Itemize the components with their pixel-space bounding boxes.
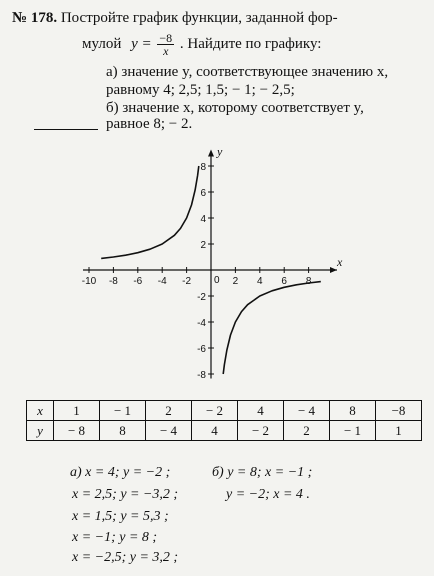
table-cell-x: − 2 <box>192 401 238 421</box>
origin-label: 0 <box>214 275 220 286</box>
formula-numerator: −8 <box>159 31 173 45</box>
y-tick-label: -4 <box>197 318 206 329</box>
part-b-line-2: равное 8; − 2. <box>106 116 193 132</box>
x-axis-label: x <box>337 255 343 269</box>
answer-b-2: y = −2; x = 4 . <box>226 487 310 502</box>
hyperbola-branch-1 <box>101 166 199 258</box>
formula-denominator: x <box>163 44 169 58</box>
part-a-line-1: а) значение y, соответствующее значению x, <box>106 64 389 80</box>
answer-a-2: x = 2,5; y = −3,2 ; <box>72 487 179 502</box>
y-tick-label: -6 <box>197 344 206 355</box>
y-tick-label: 6 <box>200 188 206 199</box>
x-tick-label: 6 <box>281 276 287 287</box>
table-cell-x: −8 <box>376 401 422 421</box>
table-cell-x: 4 <box>238 401 284 421</box>
answer-a-4: x = −1; y = 8 ; <box>72 530 158 545</box>
y-tick-label: 4 <box>200 214 206 225</box>
table-cell-y: − 1 <box>330 421 376 441</box>
x-tick-label: -10 <box>81 276 97 287</box>
y-axis-arrow <box>208 150 214 157</box>
x-axis-arrow <box>330 267 337 273</box>
answer-a-1: а) x = 4; y = −2 ; <box>70 465 171 480</box>
table-cell-x: 8 <box>330 401 376 421</box>
x-tick-label: 2 <box>232 276 239 287</box>
x-tick-label: 8 <box>305 276 312 287</box>
part-b-line-1: б) значение x, которому соответствует y, <box>106 100 364 116</box>
table-cell-x: 1 <box>54 401 100 421</box>
table-row-x <box>27 401 422 421</box>
table-cell-y: 4 <box>192 421 238 441</box>
problem-text-2-suffix: . Найдите по графику: <box>179 35 322 52</box>
answer-a-5: x = −2,5; y = 3,2 ; <box>72 550 179 565</box>
y-tick-label: -8 <box>197 370 206 381</box>
table-cell-x: − 1 <box>100 401 146 421</box>
table-cell-y: − 4 <box>146 421 192 441</box>
x-tick-label: -8 <box>108 276 118 287</box>
values-table <box>26 400 422 441</box>
ticks <box>82 162 312 381</box>
y-tick-label: -2 <box>197 292 206 303</box>
formula-lhs: y = <box>131 35 152 52</box>
y-tick-label: 2 <box>200 240 206 251</box>
axes <box>83 145 343 379</box>
table-cell-y: 1 <box>376 421 422 441</box>
table-row-y <box>27 421 422 441</box>
x-tick-label: -4 <box>157 276 167 287</box>
problem-text-2-prefix: мулой <box>82 35 122 52</box>
table-cell-y: 8 <box>100 421 146 441</box>
answer-b-1: б) y = 8; x = −1 ; <box>212 465 313 480</box>
table-cell-y: 2 <box>284 421 330 441</box>
x-tick-label: -6 <box>133 276 143 287</box>
problem-text-1: Постройте график функции, заданной фор- <box>60 10 338 26</box>
table-cell-y: − 2 <box>238 421 284 441</box>
hyperbola-branch-2 <box>223 282 321 374</box>
y-tick-label: 8 <box>200 162 206 173</box>
row-label-y: y <box>27 421 54 441</box>
row-label-x: x <box>27 401 54 421</box>
answer-a-3: x = 1,5; y = 5,3 ; <box>72 509 169 524</box>
part-a-line-2: равному 4; 2,5; 1,5; − 1; − 2,5; <box>106 82 295 98</box>
x-tick-label: 4 <box>257 276 263 287</box>
x-tick-label: -2 <box>182 276 192 287</box>
table-cell-y: − 8 <box>54 421 100 441</box>
table-cell-x: − 4 <box>284 401 330 421</box>
y-axis-label: y <box>217 144 223 159</box>
table-cell-x: 2 <box>146 401 192 421</box>
problem-number: № 178. <box>12 10 58 26</box>
